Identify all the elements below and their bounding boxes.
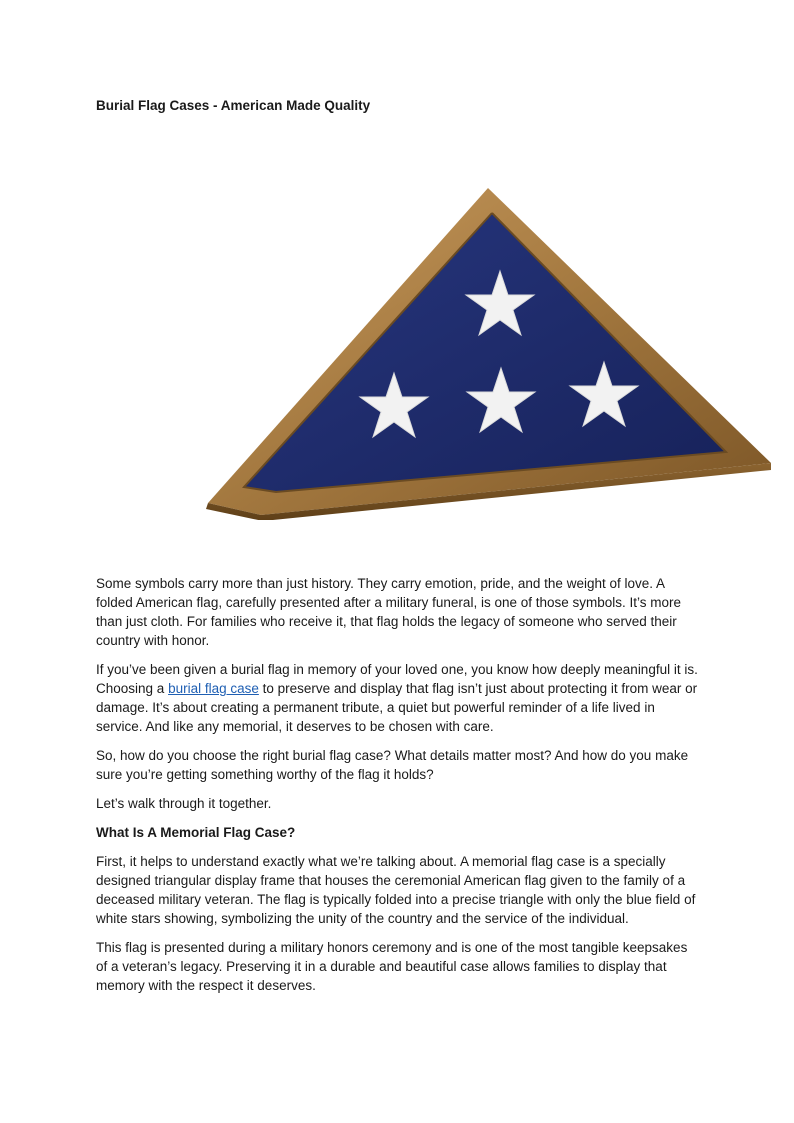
document-title: Burial Flag Cases - American Made Quality — [96, 98, 371, 113]
section-heading: What Is A Memorial Flag Case? — [96, 825, 296, 840]
flag-case-illustration — [206, 185, 776, 520]
paragraph-text: to preserve and display that flag isn’t just about protecting it from wear or damage. It’s about creating a permanent tribute, a quiet but powerful reminder of a life lived in service. And like any memorial, it deserves to be chosen with care. — [96, 681, 698, 734]
paragraph-intro: Some symbols carry more than just history. They carry emotion, pride, and the weight of love. A folded American flag, carefully presented after a military funeral, is one of those symbols. It’s more than just cloth. For families who receive it, that flag holds the legacy of someone who served their country with honor. — [96, 576, 682, 648]
paragraph-ceremony: This flag is presented during a military honors ceremony and is one of the most tangible keepsakes of a veteran’s legacy. Preserving it in a durable and beautiful case allows families to display that memory with the respect it deserves. — [96, 940, 688, 993]
paragraph-burial-flag — [96, 660, 702, 736]
paragraph-text: If you’ve been given a burial flag in memory of your loved one, you know how deeply meaningful it is. Choosing a — [96, 662, 698, 696]
paragraph-definition: First, it helps to understand exactly what we’re talking about. A memorial flag case is a specially designed triangular display frame that houses the ceremonial American flag given to the family of a deceased military veteran. The flag is typically folded into a precise triangle with only the blue field of white stars showing, symbolizing the unity of the country and the service of the individual. — [96, 854, 696, 926]
paragraph-walkthrough: Let’s walk through it together. — [96, 796, 272, 811]
paragraph-questions: So, how do you choose the right burial flag case? What details matter most? And how do you make sure you’re getting something worthy of the flag it holds? — [96, 748, 689, 782]
flag-case-image — [206, 185, 776, 520]
article-body — [96, 574, 702, 1005]
burial-flag-case-link[interactable]: burial flag case — [168, 681, 259, 696]
